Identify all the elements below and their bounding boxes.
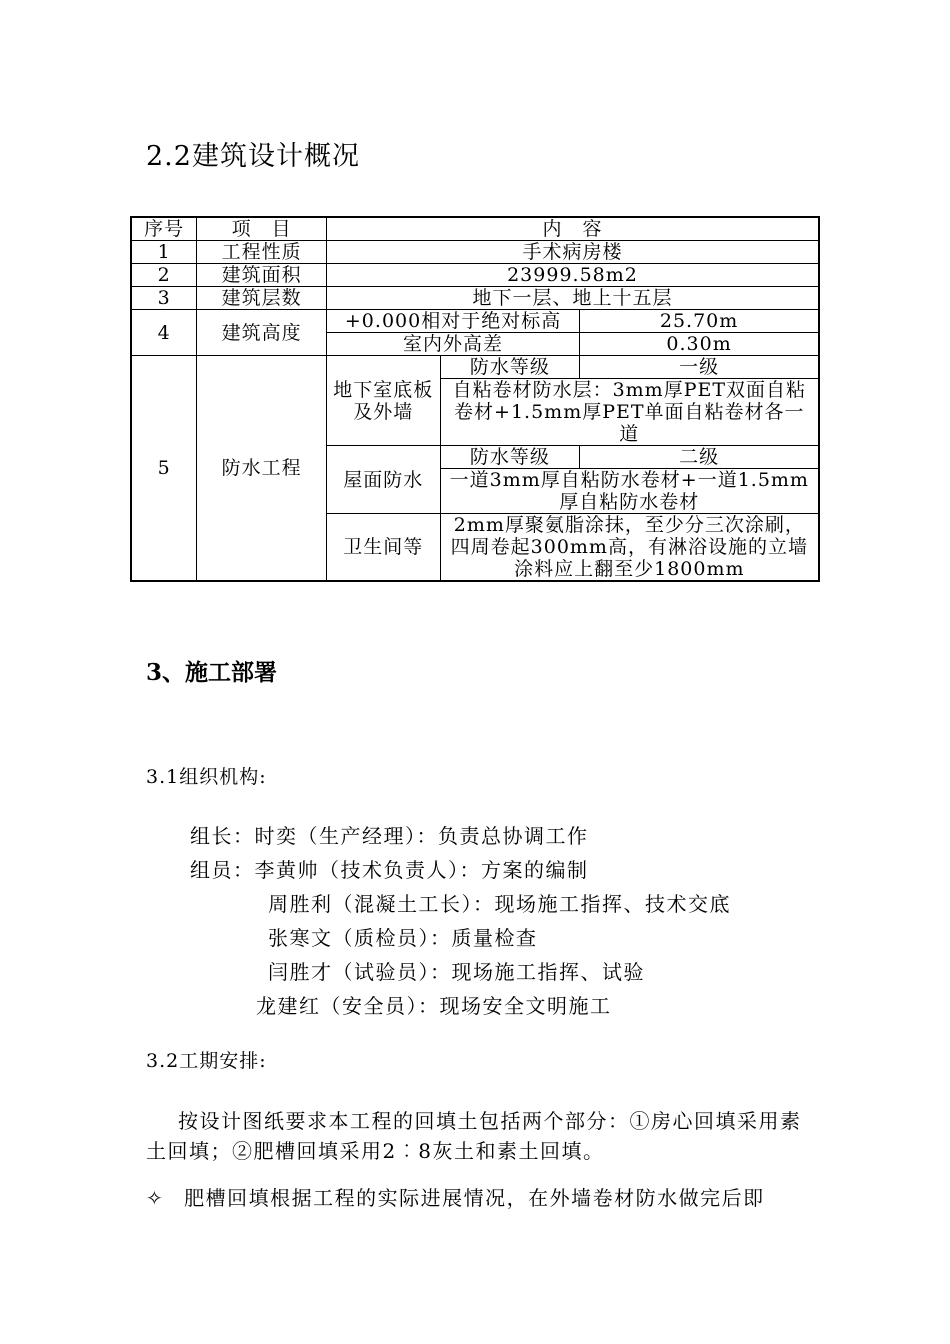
row-no: 1: [131, 241, 197, 264]
building-overview-table: [130, 216, 820, 582]
grade-label: 防水等级: [440, 446, 580, 469]
bullet-icon: ✧: [146, 1186, 165, 1210]
row-no: 2: [131, 264, 197, 287]
height-value: 25.70m: [580, 310, 819, 333]
section-3-1-title: 3.1组织机构:: [146, 766, 267, 788]
grade-label: 防水等级: [440, 356, 580, 379]
waterproof-group-name: 地下室底板及外墙: [326, 356, 440, 446]
table-row: [131, 356, 819, 379]
row-content: 手术病房楼: [326, 241, 819, 264]
row-no: 5: [131, 356, 197, 582]
header-no: 序号: [131, 217, 197, 241]
row-item: 建筑层数: [197, 287, 327, 310]
schedule-paragraph: 按设计图纸要求本工程的回填土包括两个部分：①房心回填采用素土回填；②肥槽回填采用2︰8灰土和素土回填。: [146, 1109, 802, 1163]
bullet-item: [146, 1182, 826, 1211]
table-row: [131, 241, 819, 264]
row-content: 地下一层、地上十五层: [326, 287, 819, 310]
grade-value: 二级: [580, 446, 819, 469]
row-item: 工程性质: [197, 241, 327, 264]
height-diff-value: 0.30m: [580, 333, 819, 356]
org-line: 闫胜才（试验员）：现场施工指挥、试验: [268, 960, 645, 984]
row-item: 建筑面积: [197, 264, 327, 287]
row-no: 3: [131, 287, 197, 310]
org-line: 组员：李黄帅（技术负责人）：方案的编制: [190, 858, 589, 882]
table-row: [131, 264, 819, 287]
org-line: 龙建红（安全员）：现场安全文明施工: [256, 994, 612, 1018]
table-header-row: [131, 217, 819, 241]
header-content: 内 容: [326, 217, 819, 241]
bullet-text: 肥槽回填根据工程的实际进展情况，在外墙卷材防水做完后即: [184, 1186, 765, 1210]
table-row: [131, 310, 819, 333]
height-label: +0.000相对于绝对标高: [326, 310, 579, 333]
org-line: 周胜利（混凝土工长）：现场施工指挥、技术交底: [268, 892, 731, 916]
section-2-2-title: 2.2建筑设计概况: [146, 141, 360, 172]
waterproof-desc: 一道3mm厚自粘防水卷材+一道1.5mm厚自粘防水卷材: [440, 469, 819, 514]
waterproof-group-name: 卫生间等: [326, 514, 440, 582]
section-3-2-title: 3.2工期安排:: [146, 1050, 267, 1072]
waterproof-desc: 2mm厚聚氨脂涂抹，至少分三次涂刷，四周卷起300mm高，有淋浴设施的立墙涂料应上翻至少1800mm: [440, 514, 819, 582]
height-diff-label: 室内外高差: [326, 333, 579, 356]
org-line: 组长：时奕（生产经理）：负责总协调工作: [190, 824, 589, 848]
grade-value: 一级: [580, 356, 819, 379]
row-item: 防水工程: [197, 356, 327, 582]
org-line: 张寒文（质检员）：质量检查: [268, 926, 538, 950]
row-no: 4: [131, 310, 197, 356]
row-content: 23999.58m2: [326, 264, 819, 287]
header-item: 项 目: [197, 217, 327, 241]
waterproof-desc: 自粘卷材防水层：3mm厚PET双面自粘卷材+1.5mm厚PET单面自粘卷材各一道: [440, 379, 819, 446]
waterproof-group-name: 屋面防水: [326, 446, 440, 514]
section-3-title: 3、施工部署: [146, 659, 278, 686]
table-row: [131, 287, 819, 310]
row-item: 建筑高度: [197, 310, 327, 356]
